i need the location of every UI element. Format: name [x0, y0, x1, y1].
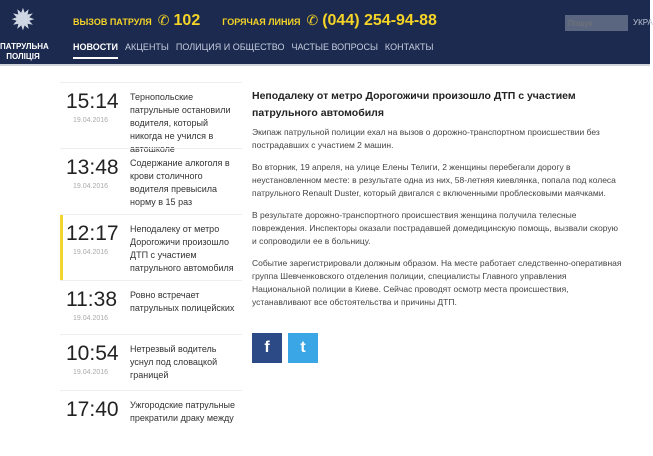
news-title[interactable]: Неподалеку от метро Дорогожичи произошло ДТП с участием патрульного автомобиля — [130, 224, 234, 273]
phone-icon: ✆ — [306, 12, 319, 28]
news-time: 10:54 — [66, 342, 119, 365]
logo[interactable] — [0, 4, 49, 62]
article-paragraph: Экипаж патрульной полиции ехал на вызов о дорожно-транспортном происшествии без пострадавших с участием 2 машин. — [252, 127, 600, 150]
news-list — [60, 82, 242, 456]
search-input[interactable] — [565, 15, 628, 31]
news-title[interactable]: Содержание алкоголя в крови столичного водителя превысила норму в 15 раз — [130, 158, 230, 207]
phone-icon: ✆ — [157, 12, 170, 28]
news-time: 17:40 — [66, 398, 119, 421]
news-time: 13:48 — [66, 156, 119, 179]
article-paragraph: Во вторник, 19 апреля, на улице Елены Телиги, 2 женщины перебегали дорогу в неустановленном месте: в результате одна из них, 58-летняя киевлянка, попала под колеса патрульного Renault Duster, который двигался с включенными проблесковыми маячками. — [252, 162, 616, 198]
news-time: 15:14 — [66, 90, 119, 113]
logo-text: ПАТРУЛЬНА ПОЛІЦІЯ — [0, 42, 49, 61]
article-paragraph: В результате дорожно-транспортного происшествия женщина получила телесные повреждения. Инспекторы оказали пострадавшей домедицинскую помощь, вызвали скорую и сопроводили ее в больницу. — [252, 210, 618, 246]
police-star-icon: ✹ — [10, 4, 36, 37]
main-nav — [73, 42, 433, 59]
hotline-label: ГОРЯЧАЯ ЛИНИЯ — [222, 17, 301, 27]
nav-news[interactable]: НОВОСТИ — [73, 42, 118, 59]
article-title: Неподалеку от метро Дорогожичи произошло ДТП с участием патрульного автомобиля — [252, 90, 576, 119]
news-date: 19.04.2016 — [73, 117, 109, 124]
nav-police-society[interactable]: ПОЛИЦИЯ И ОБЩЕСТВО — [175, 42, 285, 52]
news-item[interactable] — [60, 82, 242, 154]
news-title[interactable]: Ужгородские патрульные прекратили драку между — [130, 400, 235, 423]
news-item[interactable] — [60, 280, 242, 334]
twitter-share-button[interactable] — [288, 333, 318, 363]
phones — [73, 12, 459, 30]
news-item-active[interactable] — [60, 214, 242, 280]
news-date: 19.04.2016 — [73, 369, 109, 376]
twitter-icon: t — [300, 339, 306, 356]
article-paragraph: Событие зарегистрировали должным образом. На месте работает следственно-оперативная группа Шевченковского отделения полиции, специалисты Главного управления Национальной полиции в Киеве. Сейчас проводят осмотр места происшествия, устанавливают все обстоятельства и причины ДТП. — [252, 258, 622, 307]
news-time: 12:17 — [66, 222, 119, 245]
nav-faq[interactable]: ЧАСТЫЕ ВОПРОСЫ — [291, 42, 378, 52]
patrol-number[interactable]: 102 — [173, 12, 201, 29]
news-date: 19.04.2016 — [73, 315, 109, 322]
news-date: 19.04.2016 — [73, 183, 109, 190]
news-item[interactable] — [60, 334, 242, 390]
site-header — [0, 0, 653, 66]
nav-accents[interactable]: АКЦЕНТЫ — [125, 42, 169, 52]
article — [252, 88, 622, 318]
news-item[interactable] — [60, 390, 242, 456]
news-date: 19.04.2016 — [73, 249, 109, 256]
facebook-share-button[interactable] — [252, 333, 282, 363]
hotline-number[interactable]: (044) 254-94-88 — [322, 12, 437, 29]
news-title[interactable]: Ровно встречает патрульных полицейских — [130, 290, 235, 313]
news-title[interactable]: Тернопольские патрульные остановили водителя, который никогда не учился в автошколе — [130, 92, 231, 154]
patrol-label: ВЫЗОВ ПАТРУЛЯ — [73, 17, 152, 27]
nav-contacts[interactable]: КОНТАКТЫ — [384, 42, 434, 52]
facebook-icon: f — [264, 339, 270, 356]
news-title[interactable]: Нетрезвый водитель уснул под словацкой границей — [130, 344, 218, 380]
news-time: 11:38 — [66, 288, 117, 311]
language-switch[interactable]: УКРА — [633, 18, 653, 27]
news-item[interactable] — [60, 148, 242, 214]
